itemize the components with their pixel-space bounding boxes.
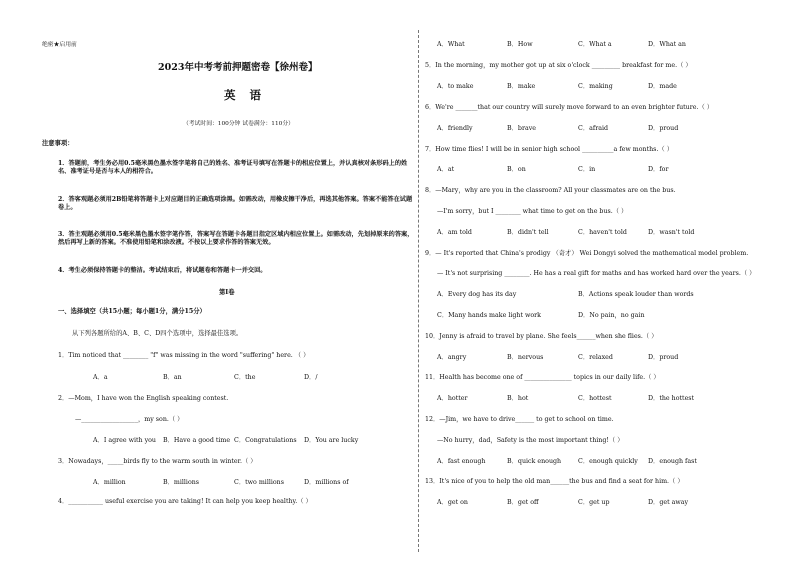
q3-option-d: D．millions of: [304, 479, 349, 486]
q9-option-a: A．Every dog has its day: [437, 291, 517, 298]
q12-option-a: A．fast enough: [437, 458, 486, 465]
q12-option-c: C．enough quickly: [578, 458, 638, 465]
exam-info: （考试时间：100分钟 试卷满分：110分）: [183, 121, 294, 127]
q5-option-c: C．making: [578, 83, 613, 90]
q1-option-d: D．/: [304, 374, 318, 381]
question-7: 7．How time flies! I will be in senior high school __________a few months.（ ）: [425, 146, 673, 153]
instruction: 从下列各题所给的A、B、C、D四个选项中，选择最佳选项。: [72, 330, 243, 337]
question-6: 6．We're _______that our country will surely move forward to an even brighter future.（ ）: [425, 104, 714, 111]
q13-option-b: B．get off: [507, 499, 539, 506]
q1-option-b: B．an: [163, 374, 182, 381]
q6-option-a: A．friendly: [437, 125, 473, 132]
column-divider: [418, 30, 419, 552]
q5-option-a: A．to make: [437, 83, 474, 90]
section-title: 一、选择填空（共15小题；每小题1分，满分15分）: [58, 308, 206, 315]
q3-option-c: C．two millions: [234, 479, 284, 486]
q11-option-b: B．hot: [507, 395, 529, 402]
note-1: 1．答题前，考生务必用0.5毫米黑色墨水签字笔将自己的姓名、准考证号填写在答题卡的相应位置上，并认真核对条形码上的姓名、准考证号是否与本人的相符合。: [58, 160, 408, 175]
q6-option-c: C．afraid: [578, 125, 609, 132]
q4-option-b: B．How: [507, 41, 533, 48]
q13-option-d: D．get away: [648, 499, 689, 506]
q13-option-c: C．get up: [578, 499, 610, 506]
q10-option-c: C．relaxed: [578, 354, 613, 361]
q2-option-c: C．Congratulations: [234, 437, 297, 444]
q4-option-a: A．What: [437, 41, 465, 48]
question-12-reply: —No hurry，dad，Safety is the most important thing!（ ）: [437, 437, 624, 444]
q1-option-c: C．the: [234, 374, 256, 381]
q4-option-d: D．What an: [648, 41, 686, 48]
q5-option-b: B．make: [507, 83, 536, 90]
q5-option-d: D．made: [648, 83, 677, 90]
question-3: 3．Nowadays，_____birds fly to the warm south in winter.（ ）: [58, 458, 257, 465]
subject-title: 英语: [224, 88, 275, 102]
q3-option-a: A．million: [93, 479, 126, 486]
note-3: 3．答主观题必须用0.5毫米黑色墨水签字笔作答，答案写在答题卡各题目指定区域内相应位置上。如需改动，先划掉原来的答案，然后再写上新的答案。不准使用铅笔和涂改液。不按以上要求作答的答案无效。: [58, 231, 414, 246]
q8-option-d: D．wasn't told: [648, 229, 695, 236]
q1-option-a: A．a: [93, 374, 108, 381]
question-8: 8．—Mary，why are you in the classroom? All your classmates are on the bus.: [425, 187, 676, 194]
q4-option-c: C．What a: [578, 41, 612, 48]
q9-option-c: C．Many hands make light work: [437, 312, 541, 319]
q2-option-b: B．Have a good time: [163, 437, 231, 444]
q9-option-d: D．No pain，no gain: [578, 312, 645, 319]
q12-option-b: B．quick enough: [507, 458, 562, 465]
q3-option-b: B．millions: [163, 479, 200, 486]
notes-header: 注意事项：: [42, 140, 74, 147]
q10-option-b: B．nervous: [507, 354, 544, 361]
question-2: 2．—Mom，I have won the English speaking contest.: [58, 395, 229, 402]
q8-option-b: B．didn't tell: [507, 229, 549, 236]
question-5: 5．In the morning，my mother got up at six o'clock _________ breakfast for me.（ ）: [425, 62, 692, 69]
q8-option-c: C．haven't told: [578, 229, 627, 236]
exam-title: 2023年中考考前押题密卷【徐州卷】: [158, 62, 318, 73]
q12-option-d: D．enough fast: [648, 458, 697, 465]
q11-option-a: A．hotter: [437, 395, 468, 402]
secret-mark: 绝密★启用前: [42, 42, 77, 48]
note-4: 4．考生必须保持答题卡的整洁。考试结束后，将试题卷和答题卡一并交回。: [58, 267, 267, 274]
question-2-reply: —__________________，my son.（ ）: [75, 416, 184, 423]
q11-option-c: C．hottest: [578, 395, 612, 402]
q6-option-d: D．proud: [648, 125, 679, 132]
question-11: 11．Health has become one of _______________ topics in our daily life.（ ）: [425, 374, 660, 381]
q7-option-a: A．at: [437, 166, 455, 173]
q11-option-d: D．the hottest: [648, 395, 695, 402]
question-4: 4．___________ useful exercise you are taking! It can help you keep healthy.（ ）: [58, 498, 312, 505]
q7-option-c: C．in: [578, 166, 596, 173]
q6-option-b: B．brave: [507, 125, 537, 132]
question-9-reply: — It's not surprising ________. He has a real gift for maths and has worked hard over the years.（ ）: [437, 270, 756, 277]
q7-option-b: B．on: [507, 166, 526, 173]
question-1: 1．Tim noticed that ________ "f" was missing in the word "suffering" here. （ ）: [58, 352, 310, 359]
question-12: 12．—Jim，we have to drive______ to get to school on time.: [425, 416, 614, 423]
q2-option-d: D．You are lucky: [304, 437, 359, 444]
question-10: 10．Jenny is afraid to travel by plane. She feels______when she flies.（ ）: [425, 333, 658, 340]
question-8-reply: —I'm sorry，but I ________ what time to get on the bus.（ ）: [437, 208, 628, 215]
q10-option-d: D．proud: [648, 354, 679, 361]
q7-option-d: D．for: [648, 166, 669, 173]
q2-option-a: A．I agree with you: [93, 437, 156, 444]
question-13: 13．It's nice of you to help the old man______the bus and find a seat for him.（ ）: [425, 478, 684, 485]
q13-option-a: A．get on: [437, 499, 468, 506]
question-9: 9．— It's reported that China's prodigy （奇才） Wei Dongyi solved the mathematical model problem.: [425, 250, 749, 257]
q10-option-a: A．angry: [437, 354, 467, 361]
q9-option-b: B．Actions speak louder than words: [578, 291, 694, 298]
q8-option-a: A．am told: [437, 229, 472, 236]
part-title: 第Ⅰ卷: [219, 289, 235, 296]
note-2: 2．答客观题必须用2B铅笔将答题卡上对应题目的正确选项涂黑。如需改动，用橡皮擦干净后，再选其他答案。答案不能答在试题卷上。: [58, 196, 413, 211]
